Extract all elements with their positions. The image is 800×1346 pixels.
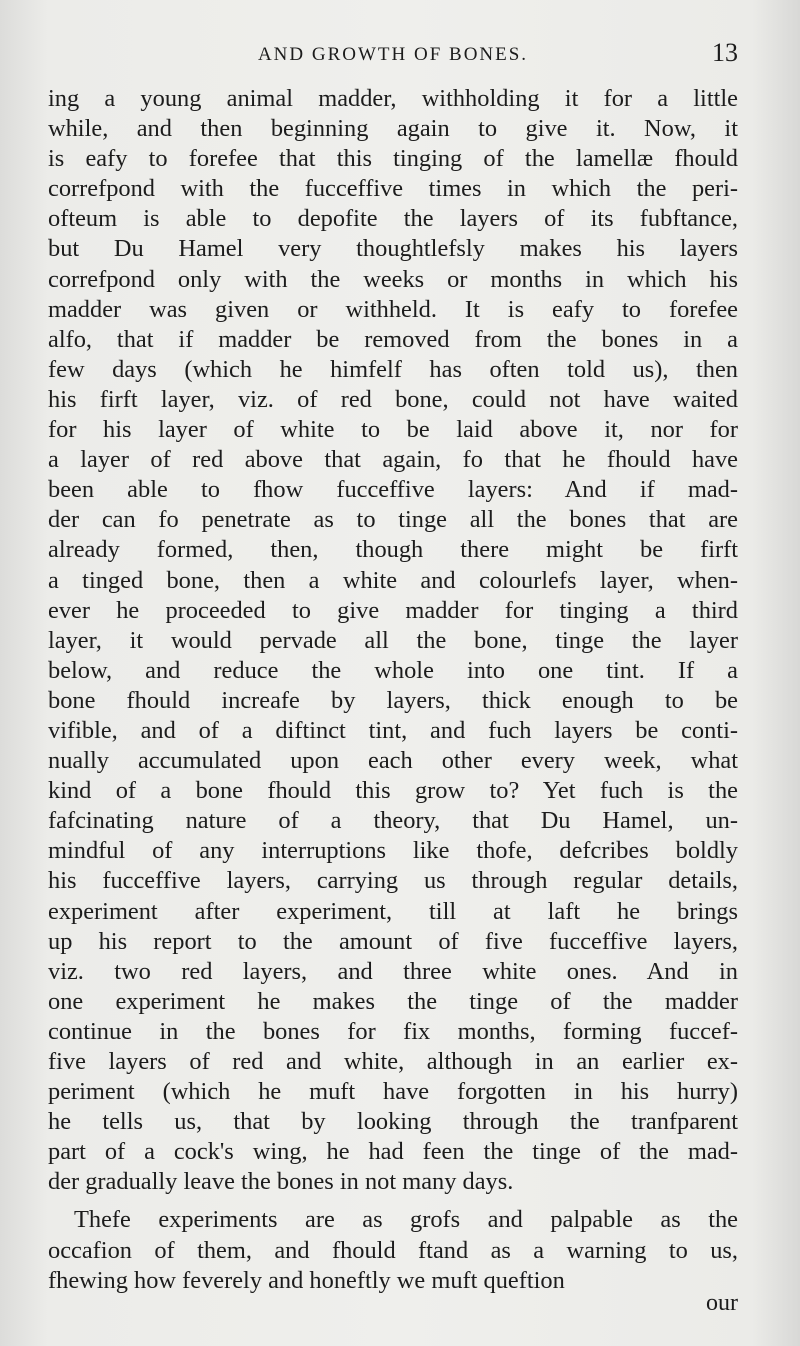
text-line: experiment after experiment, till at laft he brings xyxy=(48,897,738,925)
text-line: below, and reduce the whole into one tint. If a xyxy=(48,656,738,684)
text-line: correfpond with the fucceffive times in which the peri- xyxy=(48,175,738,203)
text-line: mindful of any interruptions like thofe, defcribes boldly xyxy=(48,837,738,865)
text-line: a layer of red above that again, fo that he fhould have xyxy=(48,446,738,474)
paragraph-1 xyxy=(48,84,738,1197)
catchword: our xyxy=(706,1290,738,1316)
text-line: nually accumulated upon each other every week, what xyxy=(48,747,738,775)
page-header xyxy=(48,38,738,78)
text-line: up his report to the amount of five fucceffive layers, xyxy=(48,927,738,955)
text-line: layer, it would pervade all the bone, tinge the layer xyxy=(48,626,738,654)
text-line: few days (which he himfelf has often told us), then xyxy=(48,355,738,383)
text-line: Thefe experiments are as grofs and palpable as the xyxy=(74,1206,738,1234)
text-line: part of a cock's wing, he had feen the tinge of the mad- xyxy=(48,1138,738,1166)
text-line: one experiment he makes the tinge of the madder xyxy=(48,987,738,1015)
text-line: bone fhould increafe by layers, thick enough to be xyxy=(48,686,738,714)
text-line: occafion of them, and fhould ftand as a warning to us, xyxy=(48,1236,738,1264)
text-line: continue in the bones for fix months, forming fuccef- xyxy=(48,1017,738,1045)
text-line: already formed, then, though there might be firft xyxy=(48,536,738,564)
text-line: been able to fhow fucceffive layers: And if mad- xyxy=(48,476,738,504)
text-line: while, and then beginning again to give it. Now, it xyxy=(48,115,738,143)
running-head: AND GROWTH OF BONES. xyxy=(257,44,529,65)
text-line: for his layer of white to be laid above it, nor for xyxy=(48,416,738,444)
text-line: alfo, that if madder be removed from the bones in a xyxy=(48,325,738,353)
paragraph-2 xyxy=(48,1205,738,1295)
body-text xyxy=(48,84,738,1296)
page-number: 13 xyxy=(712,38,738,67)
text-line: der can fo penetrate as to tinge all the bones that are xyxy=(48,506,738,534)
text-line: der gradually leave the bones in not many days. xyxy=(48,1168,514,1196)
text-line: ever he proceeded to give madder for tinging a third xyxy=(48,596,738,624)
text-line: fafcinating nature of a theory, that Du Hamel, un- xyxy=(48,807,738,835)
text-line: periment (which he muft have forgotten in his hurry) xyxy=(48,1078,738,1106)
text-line: viz. two red layers, and three white ones. And in xyxy=(48,957,738,985)
text-line: kind of a bone fhould this grow to? Yet fuch is the xyxy=(48,777,738,805)
text-line: ing a young animal madder, withholding it for a little xyxy=(48,85,738,112)
text-line: a tinged bone, then a white and colourlefs layer, when- xyxy=(48,566,738,594)
text-line: his firft layer, viz. of red bone, could not have waited xyxy=(48,385,738,413)
text-line: but Du Hamel very thoughtlefsly makes his layers xyxy=(48,235,738,263)
text-line: vifible, and of a diftinct tint, and fuch layers be conti- xyxy=(48,716,738,744)
text-line: madder was given or withheld. It is eafy to forefee xyxy=(48,295,738,323)
text-line: is eafy to forefee that this tinging of the lamellæ fhould xyxy=(48,145,738,173)
text-line: he tells us, that by looking through the tranfparent xyxy=(48,1108,738,1136)
text-line: his fucceffive layers, carrying us through regular details, xyxy=(48,867,738,895)
text-line: five layers of red and white, although in an earlier ex- xyxy=(48,1048,738,1075)
text-line: ofteum is able to depofite the layers of its fubftance, xyxy=(48,205,738,233)
text-line: fhewing how feverely and honeftly we muft queftion xyxy=(48,1266,565,1294)
text-line: correfpond only with the weeks or months in which his xyxy=(48,265,738,293)
